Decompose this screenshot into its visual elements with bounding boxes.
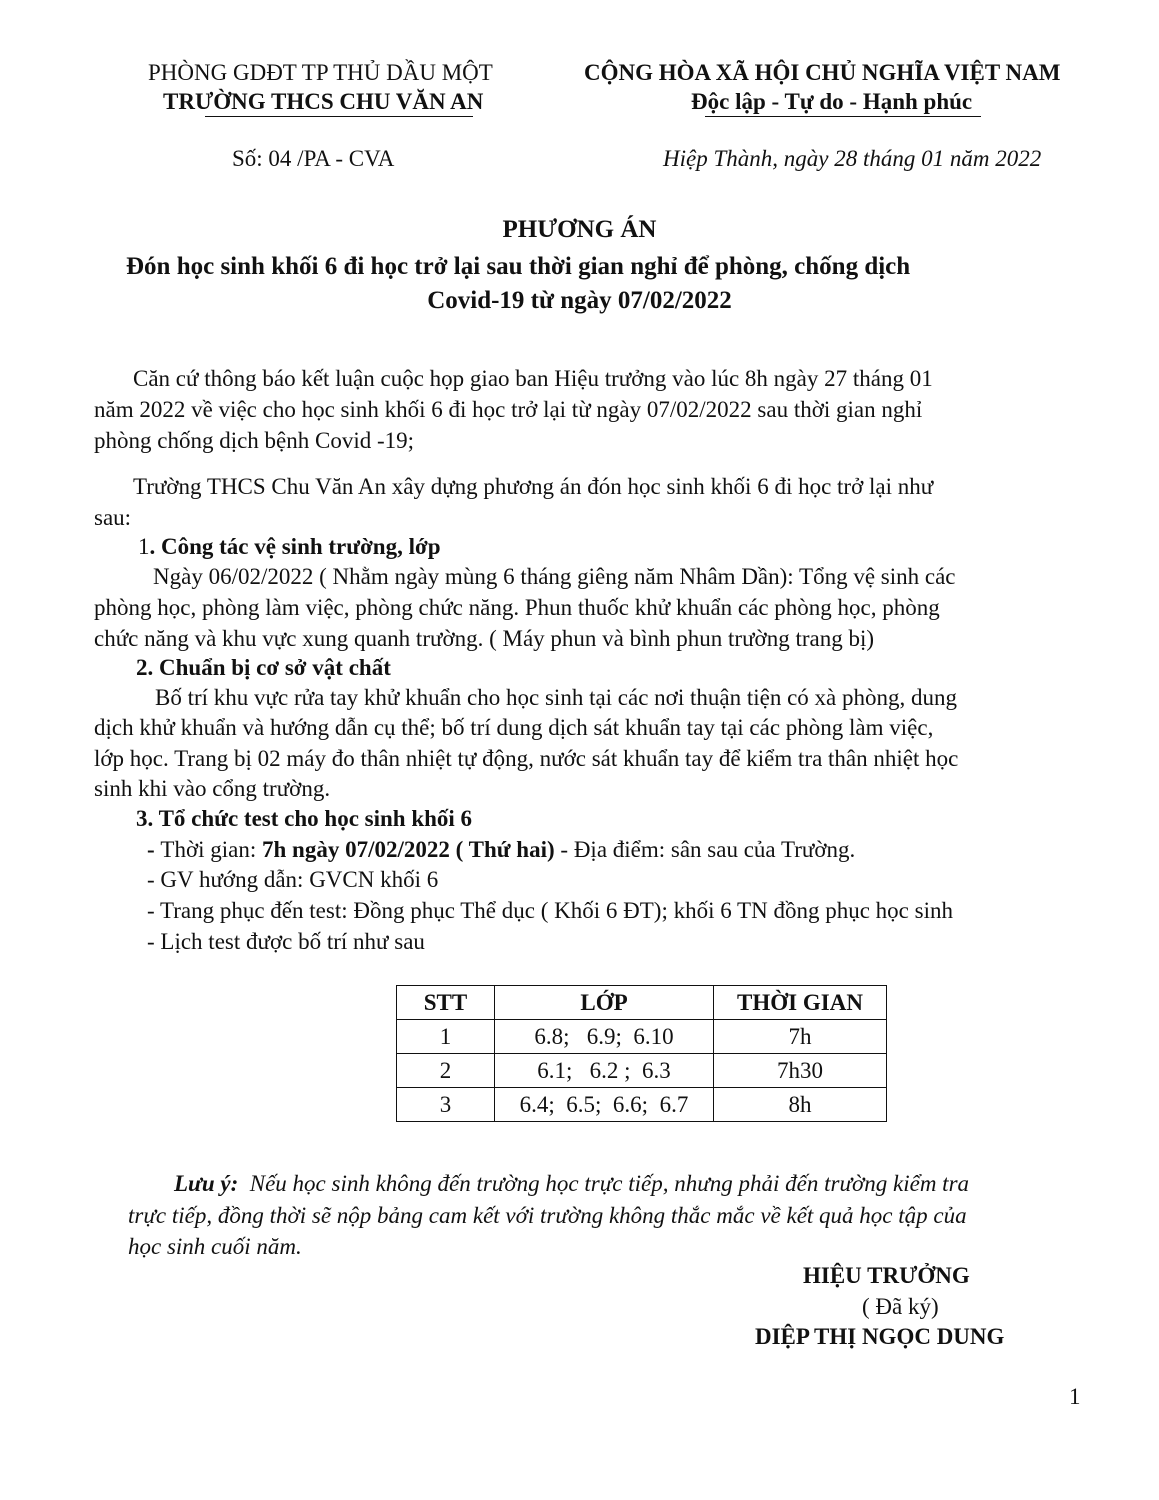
- cell-class: 6.8; 6.9; 6.10: [495, 1020, 714, 1054]
- table-row: [397, 1088, 887, 1122]
- table-row: [397, 1020, 887, 1054]
- section1-line3: chức năng và khu vực xung quanh trường. ( Máy phun và bình phun trường trang bị): [94, 626, 875, 651]
- section1-number: 1: [138, 534, 150, 559]
- intro-p2-line2: sau:: [94, 505, 132, 530]
- section2-line1: Bố trí khu vực rửa tay khử khuẩn cho học sinh tại các nơi thuận tiện có xà phòng, dung: [155, 685, 957, 710]
- national-motto: CỘNG HÒA XÃ HỘI CHỦ NGHĨA VIỆT NAM: [584, 60, 1061, 85]
- place-and-date: Hiệp Thành, ngày 28 tháng 01 năm 2022: [663, 146, 1042, 171]
- intro-p1-line3: phòng chống dịch bệnh Covid -19;: [94, 428, 415, 453]
- national-slogan: Độc lập - Tự do - Hạnh phúc: [691, 89, 973, 114]
- section1-line1: Ngày 06/02/2022 ( Nhằm ngày mùng 6 tháng giêng năm Nhâm Dần): Tổng vệ sinh các: [153, 564, 956, 589]
- issuing-department: PHÒNG GDĐT TP THỦ DẦU MỘT: [148, 60, 493, 85]
- section3-heading: 3. Tổ chức test cho học sinh khối 6: [136, 806, 473, 831]
- document-subtitle-line2: Covid-19 từ ngày 07/02/2022: [427, 287, 732, 314]
- section3-bullet1: - Thời gian: 7h ngày 07/02/2022 ( Thứ hai) - Địa điểm: sân sau của Trường.: [147, 837, 856, 862]
- cell-stt: 3: [397, 1088, 495, 1122]
- note-line3: học sinh cuối năm.: [128, 1234, 302, 1259]
- section2-line4: sinh khi vào cổng trường.: [94, 776, 331, 801]
- cell-stt: 1: [397, 1020, 495, 1054]
- header-stt: STT: [397, 986, 495, 1020]
- section1-line2: phòng học, phòng làm việc, phòng chức năng. Phun thuốc khử khuẩn các phòng học, phòng: [94, 595, 940, 620]
- test-schedule-table: [396, 985, 887, 1122]
- table-header-row: [397, 986, 887, 1020]
- section3-bullet3: - Trang phục đến test: Đồng phục Thể dục ( Khối 6 ĐT); khối 6 TN đồng phục học sinh: [147, 898, 953, 923]
- school-name-underline: [205, 116, 473, 117]
- signature-name: DIỆP THỊ NGỌC DUNG: [755, 1324, 1005, 1349]
- intro-p1-line2: năm 2022 về việc cho học sinh khối 6 đi học trở lại từ ngày 07/02/2022 sau thời gian nghỉ: [94, 397, 923, 422]
- signature-signed: ( Đã ký): [862, 1294, 939, 1319]
- cell-class: 6.4; 6.5; 6.6; 6.7: [495, 1088, 714, 1122]
- cell-time: 7h30: [714, 1054, 887, 1088]
- intro-p2-line1: Trường THCS Chu Văn An xây dựng phương án đón học sinh khối 6 đi học trở lại như: [133, 474, 934, 499]
- section1-heading-text: . Công tác vệ sinh trường, lớp: [149, 534, 441, 559]
- header-time: THỜI GIAN: [714, 986, 887, 1020]
- note-line2: trực tiếp, đồng thời sẽ nộp bảng cam kết với trường không thắc mắc về kết quả học tập của: [128, 1203, 967, 1228]
- signature-role: HIỆU TRƯỞNG: [803, 1263, 970, 1288]
- note-line1: Lưu ý: Nếu học sinh không đến trường học trực tiếp, nhưng phải đến trường kiểm tra: [174, 1171, 970, 1196]
- document-title: PHƯƠNG ÁN: [502, 216, 657, 243]
- note-label: Lưu ý:: [174, 1171, 239, 1196]
- cell-class: 6.1; 6.2 ; 6.3: [495, 1054, 714, 1088]
- school-name: TRƯỜNG THCS CHU VĂN AN: [163, 89, 484, 114]
- slogan-underline: [705, 116, 981, 117]
- section3-bullet2: - GV hướng dẫn: GVCN khối 6: [147, 867, 439, 892]
- section1-heading: [138, 534, 441, 560]
- intro-p1-line1: Căn cứ thông báo kết luận cuộc họp giao ban Hiệu trưởng vào lúc 8h ngày 27 tháng 01: [133, 366, 933, 391]
- section2-line2: dịch khử khuẩn và hướng dẫn cụ thể; bố trí dung dịch sát khuẩn tay tại các phòng làm việc,: [94, 715, 934, 740]
- document-subtitle-line1: Đón học sinh khối 6 đi học trở lại sau thời gian nghỉ để phòng, chống dịch: [126, 253, 911, 280]
- header-class: LỚP: [495, 986, 714, 1020]
- section3-bullet4: - Lịch test được bố trí như sau: [147, 929, 425, 954]
- document-number: Số: 04 /PA - CVA: [232, 146, 395, 171]
- page-number: 1: [1069, 1384, 1081, 1409]
- cell-time: 8h: [714, 1088, 887, 1122]
- cell-stt: 2: [397, 1054, 495, 1088]
- section2-heading: 2. Chuẩn bị cơ sở vật chất: [136, 655, 391, 680]
- table-row: [397, 1054, 887, 1088]
- section2-line3: lớp học. Trang bị 02 máy đo thân nhiệt tự động, nước sát khuẩn tay để kiểm tra thân nhiệt học: [94, 746, 959, 771]
- cell-time: 7h: [714, 1020, 887, 1054]
